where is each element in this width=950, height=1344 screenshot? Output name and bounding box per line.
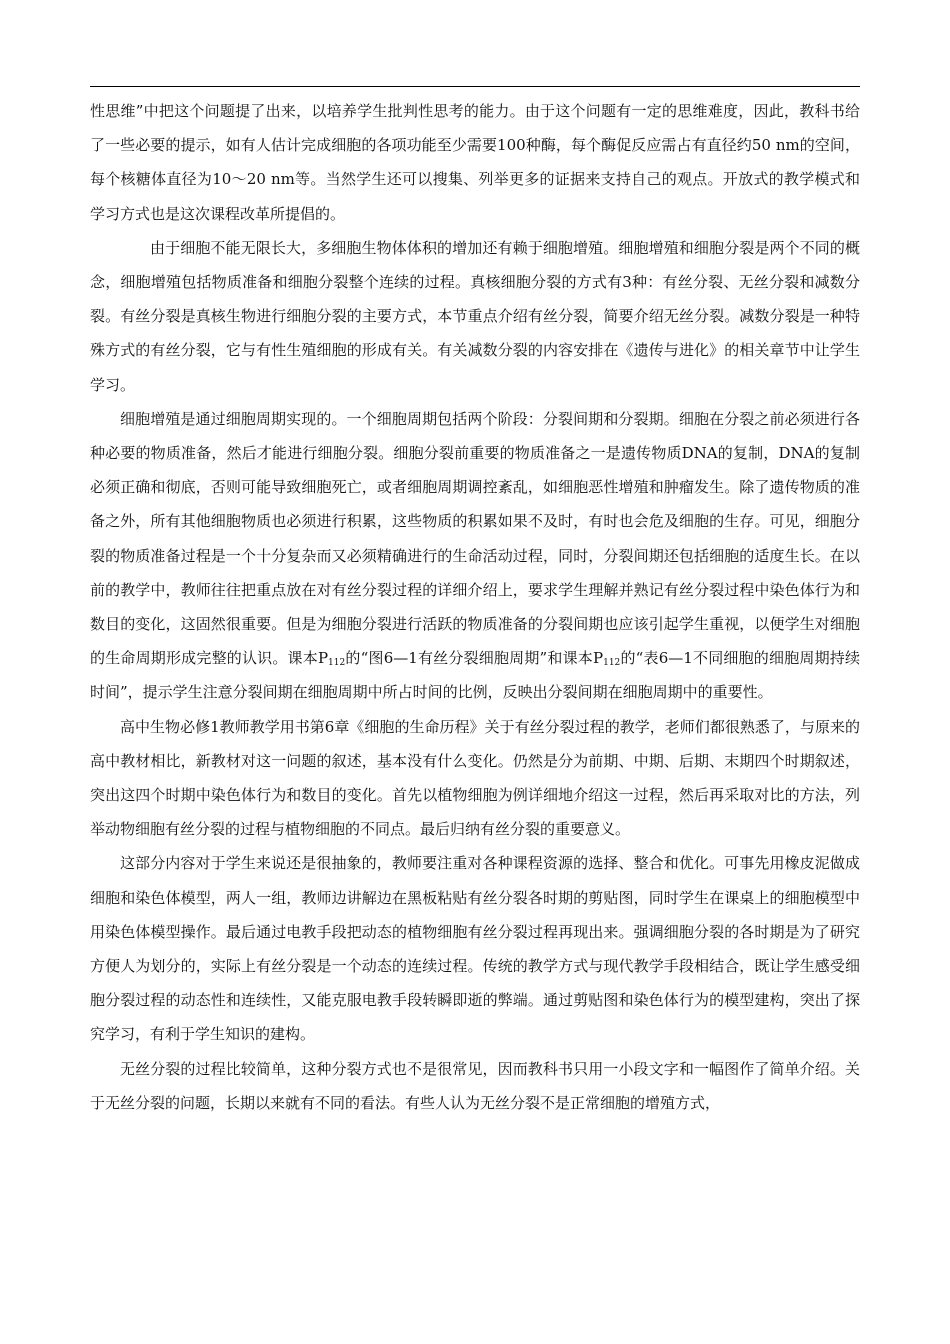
paragraph-3 [90,402,860,710]
page-ref-subscript-1: 112 [328,658,346,669]
page-ref-subscript-2: 112 [603,658,621,669]
paragraph-4: 高中生物必修1教师教学用书第6章《细胞的生命历程》关于有丝分裂过程的教学，老师们都很熟悉了，与原来的高中教材相比，新教材对这一问题的叙述，基本没有什么变化。仍然是分为前期、中期、后期、末期四个时期叙述，突出这四个时期中染色体行为和数目的变化。首先以植物细胞为例详细地介绍这一过程，然后再采取对比的方法，列举动物细胞有丝分裂的过程与植物细胞的不同点。最后归纳有丝分裂的重要意义。 [90,717,860,839]
paragraph-5: 这部分内容对于学生来说还是很抽象的，教师要注重对各种课程资源的选择、整合和优化。可事先用橡皮泥做成细胞和染色体模型，两人一组，教师边讲解边在黑板粘贴有丝分裂各时期的剪贴图，同时学生在课桌上的细胞模型中用染色体模型操作。最后通过电教手段把动态的植物细胞有丝分裂过程再现出来。强调细胞分裂的各时期是为了研究方便人为划分的，实际上有丝分裂是一个动态的连续过程。传统的教学方式与现代教学手段相结合，既让学生感受细胞分裂过程的动态性和连续性，又能克服电教手段转瞬即逝的弊端。通过剪贴图和染色体行为的模型建构，突出了探究学习，有利于学生知识的建构。 [90,854,860,1044]
paragraph-6: 无丝分裂的过程比较简单，这种分裂方式也不是很常见，因而教科书只用一小段文字和一幅图作了简单介绍。关于无丝分裂的问题，长期以来就有不同的看法。有些人认为无丝分裂不是正常细胞的增殖方式， [90,1059,860,1112]
body-text [90,94,860,1120]
paragraph-2: 由于细胞不能无限长大，多细胞生物体体积的增加还有赖于细胞增殖。细胞增殖和细胞分裂是两个不同的概念，细胞增殖包括物质准备和细胞分裂整个连续的过程。真核细胞分裂的方式有3种：有丝分裂、无丝分裂和减数分裂。有丝分裂是真核生物进行细胞分裂的主要方式，本节重点介绍有丝分裂，简要介绍无丝分裂。减数分裂是一种特殊方式的有丝分裂，它与有性生殖细胞的形成有关。有关减数分裂的内容安排在《遗传与进化》的相关章节中让学生学习。 [90,238,860,394]
header-rule [90,86,860,87]
paragraph-3-part3: 的“表6—1不同细胞的细胞周期持续时间”，提示学生注意分裂间期在细胞周期中所占时间的比例，反映出分裂间期在细胞周期中的重要性。 [90,649,860,702]
paragraph-1: 性思维”中把这个问题提了出来，以培养学生批判性思考的能力。由于这个问题有一定的思维难度，因此，教科书给了一些必要的提示，如有人估计完成细胞的各项功能至少需要100种酶，每个酶促反应需占有直径约50 nm的空间，每个核糖体直径为10～20 nm等。当然学生还可以搜集、列举更多的证据来支持自己的观点。开放式的教学模式和学习方式也是这次课程改革所提倡的。 [90,102,860,223]
paragraph-3-part1: 细胞增殖是通过细胞周期实现的。一个细胞周期包括两个阶段：分裂间期和分裂期。细胞在分裂之前必须进行各种必要的物质准备，然后才能进行细胞分裂。细胞分裂前重要的物质准备之一是遗传物质DNA的复制，DNA的复制必须正确和彻底，否则可能导致细胞死亡，或者细胞周期调控紊乱，如细胞恶性增殖和肿瘤发生。除了遗传物质的准备之外，所有其他细胞物质也必须进行积累，这些物质的积累如果不及时，有时也会危及细胞的生存。可见，细胞分裂的物质准备过程是一个十分复杂而又必须精确进行的生命活动过程，同时，分裂间期还包括细胞的适度生长。在以前的教学中，教师往往把重点放在对有丝分裂过程的详细介绍上，要求学生理解并熟记有丝分裂过程中染色体行为和数目的变化，这固然很重要。但是为细胞分裂进行活跃的物质准备的分裂间期也应该引起学生重视，以便学生对细胞的生命周期形成完整的认识。课本P [90,409,860,668]
paragraph-3-part2: 的“图6—1有丝分裂细胞周期”和课本P [345,649,604,668]
